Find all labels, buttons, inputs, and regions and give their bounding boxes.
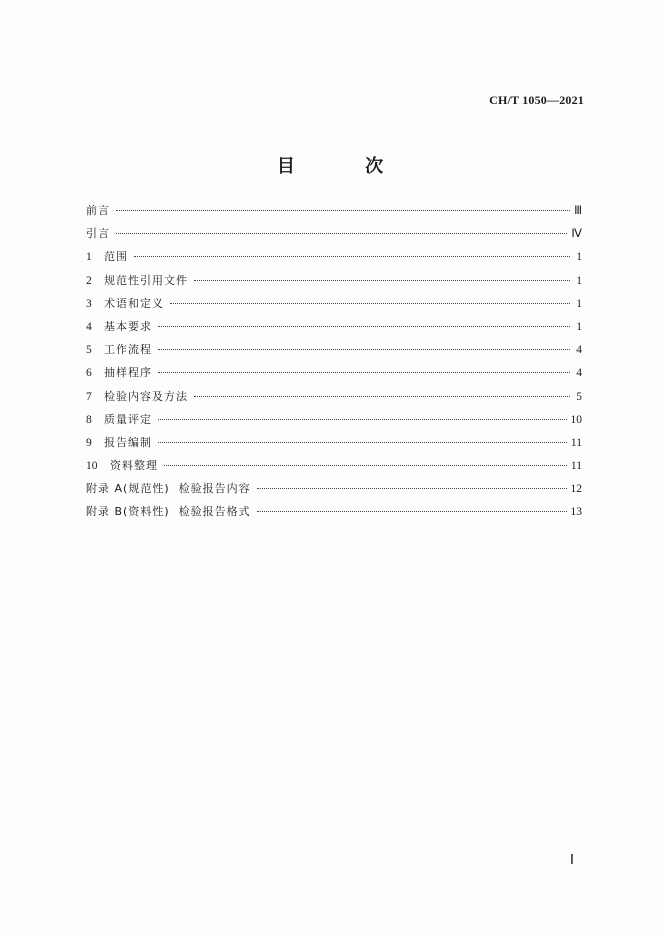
toc-label: 质量评定	[104, 412, 152, 426]
toc-label: 检验内容及方法	[104, 389, 188, 403]
toc-page-number: 4	[576, 344, 582, 357]
toc-label: 基本要求	[104, 319, 152, 333]
toc-page-number: 5	[576, 390, 582, 403]
toc-leader	[164, 465, 567, 466]
toc-leader	[194, 396, 570, 397]
toc-number: 8	[86, 413, 92, 426]
toc-label: 报告编制	[104, 435, 152, 449]
toc-leader	[158, 419, 567, 420]
toc-entry[interactable]	[86, 225, 582, 248]
toc-entry[interactable]	[86, 388, 582, 411]
toc-page-number: 11	[570, 436, 582, 449]
toc-leader	[116, 210, 570, 211]
toc-page-number: 1	[576, 274, 582, 287]
toc-page-number: Ⅳ	[571, 228, 582, 241]
toc-entry[interactable]	[86, 457, 582, 480]
toc-number: 6	[86, 367, 92, 380]
toc-entry[interactable]	[86, 503, 582, 526]
toc-label: 规范性引用文件	[104, 273, 188, 287]
toc-label: 引言	[86, 227, 110, 241]
toc-label: 前言	[86, 204, 110, 217]
toc-leader	[158, 326, 570, 327]
toc-leader	[257, 488, 567, 489]
page-number: Ⅰ	[569, 853, 574, 868]
toc-entry[interactable]	[86, 272, 582, 295]
toc-number: 1	[86, 251, 92, 264]
toc-number: 3	[86, 297, 92, 310]
toc-leader	[158, 372, 570, 373]
toc-leader	[134, 256, 570, 257]
toc-leader	[194, 280, 570, 281]
toc-leader	[158, 442, 567, 443]
toc-entry[interactable]	[86, 341, 582, 364]
toc-entry[interactable]	[86, 480, 582, 503]
toc-number: 9	[86, 436, 92, 449]
toc-page-number: 11	[570, 460, 582, 473]
toc-leader	[170, 303, 570, 304]
toc-label: 术语和定义	[104, 296, 164, 310]
toc-entry[interactable]	[86, 295, 582, 318]
toc-page-number: 13	[570, 506, 582, 519]
toc-leader	[158, 349, 570, 350]
toc-entry[interactable]	[86, 411, 582, 434]
toc-page-number: 12	[570, 483, 582, 496]
toc-number: 10	[86, 460, 98, 473]
toc-label: 抽样程序	[104, 366, 152, 380]
toc-leader	[257, 511, 567, 512]
toc-number: 7	[86, 390, 92, 403]
toc-page-number: Ⅲ	[574, 205, 582, 217]
toc-page-number: 10	[570, 413, 582, 426]
toc-page-number: 1	[576, 320, 582, 333]
toc-label: 范围	[104, 250, 128, 264]
toc-label: 资料整理	[110, 459, 158, 473]
toc-number: 4	[86, 320, 92, 333]
toc-page-number: 1	[576, 251, 582, 264]
toc-entry[interactable]	[86, 364, 582, 387]
toc-entry[interactable]	[86, 248, 582, 271]
toc-label: 附录 B(资料性) 检验报告格式	[86, 505, 251, 519]
toc-entry[interactable]	[86, 202, 582, 225]
toc-number: 2	[86, 274, 92, 287]
toc-page-number: 1	[576, 297, 582, 310]
toc-number: 5	[86, 344, 92, 357]
toc-leader	[116, 233, 567, 234]
table-of-contents	[86, 202, 582, 527]
toc-label: 工作流程	[104, 343, 152, 357]
toc-label: 附录 A(规范性) 检验报告内容	[86, 482, 251, 496]
toc-entry[interactable]	[86, 434, 582, 457]
toc-page-number: 4	[576, 367, 582, 380]
page-title: 目 次	[276, 156, 416, 177]
standard-code: CH/T 1050—2021	[489, 93, 584, 107]
toc-entry[interactable]	[86, 318, 582, 341]
